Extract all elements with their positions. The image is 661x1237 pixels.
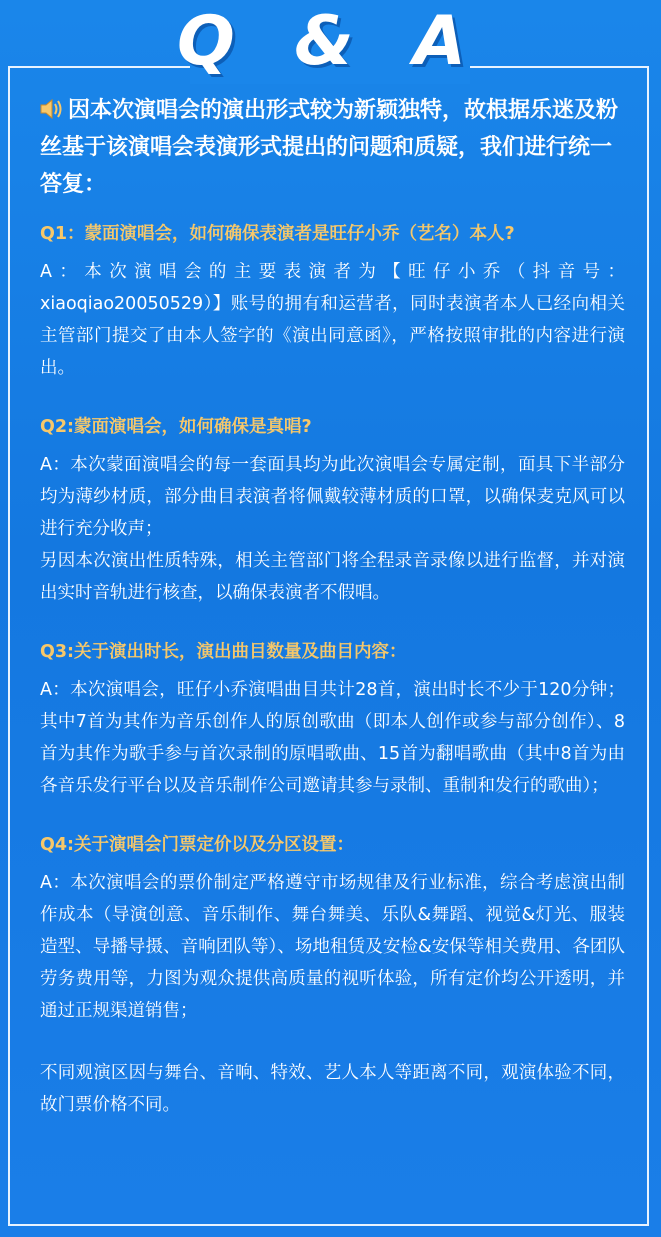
- answer-4-part-2: 不同观演区因与舞台、音响、特效、艺人本人等距离不同，观演体验不同，故门票价格不同。: [40, 1063, 625, 1115]
- answer-1: A：本次演唱会的主要表演者为【旺仔小乔（抖音号：xiaoqiao20050529）】账号的拥有和运营者，同时表演者本人已经向相关主管部门提交了由本人签字的《演出同意函》，严格按照审批的内容进行演出。: [40, 262, 625, 378]
- question-2: Q2:蒙面演唱会，如何确保是真唱?: [40, 417, 312, 437]
- intro-text: 因本次演唱会的演出形式较为新颖独特，故根据乐迷及粉丝基于该演唱会表演形式提出的问题和质疑，我们进行统一答复：: [40, 98, 619, 197]
- question-3: Q3:关于演出时长，演出曲目数量及曲目内容：: [40, 642, 407, 662]
- answer-2-part-1: A：本次蒙面演唱会的每一套面具均为此次演唱会专属定制，面具下半部分均为薄纱材质，部分曲目表演者将佩戴较薄材质的口罩，以确保麦克风可以进行充分收声；: [40, 455, 625, 539]
- qa-content: [40, 92, 625, 1151]
- question-4: Q4:关于演唱会门票定价以及分区设置：: [40, 835, 355, 855]
- qa-item-3: [40, 639, 625, 802]
- intro-paragraph: [40, 92, 625, 203]
- qa-item-1: [40, 221, 625, 384]
- qa-item-2: [40, 414, 625, 609]
- answer-3: A：本次演唱会，旺仔小乔演唱曲目共计28首，演出时长不少于120分钟；其中7首为其作为音乐创作人的原创歌曲（即本人创作或参与部分创作）、8首为其作为歌手参与首次录制的原唱歌曲、15首为翻唱歌曲（其中8首为由各音乐发行平台以及音乐制作公司邀请其参与录制、重制和发行的歌曲）；: [40, 680, 625, 796]
- question-1: Q1：蒙面演唱会，如何确保表演者是旺仔小乔（艺名）本人?: [40, 224, 515, 244]
- answer-4-part-1: A：本次演唱会的票价制定严格遵守市场规律及行业标准，综合考虑演出制作成本（导演创意、音乐制作、舞台舞美、乐队&舞蹈、视觉&灯光、服装造型、导播导摄、音响团队等）、场地租赁及安检&安保等相关费用、各团队劳务费用等，力图为观众提供高质量的视听体验，所有定价均公开透明，并通过正规渠道销售；: [40, 873, 625, 1021]
- page-title: Q & A: [176, 2, 485, 81]
- spacer: [40, 1027, 625, 1057]
- qa-item-4: [40, 832, 625, 1121]
- header: [0, 0, 661, 90]
- speaker-icon: [40, 95, 64, 117]
- answer-2-part-2: 另因本次演出性质特殊，相关主管部门将全程录音录像以进行监督，并对演出实时音轨进行核查，以确保表演者不假唱。: [40, 551, 625, 603]
